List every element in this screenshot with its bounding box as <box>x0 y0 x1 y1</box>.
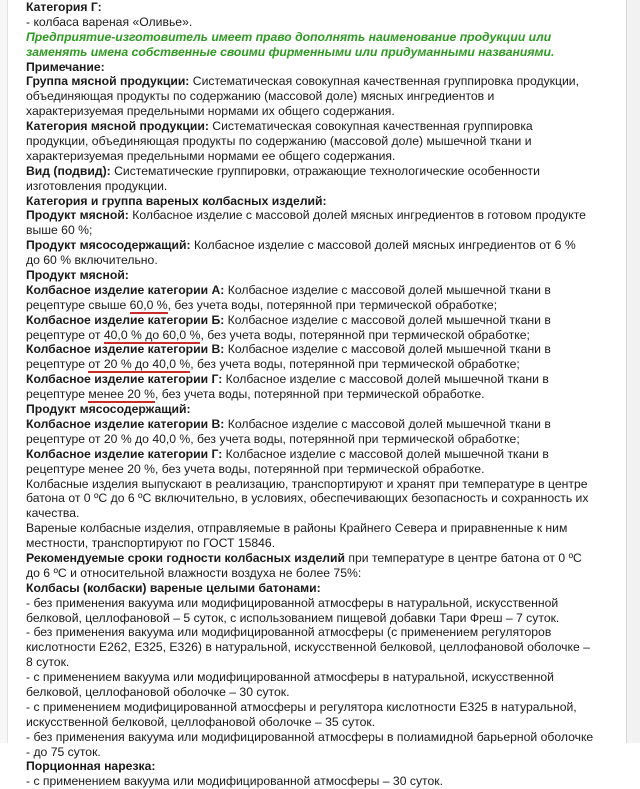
bold-term: Продукт мясной: <box>26 208 129 223</box>
text-line <box>26 745 616 760</box>
text-line <box>26 402 616 417</box>
text-line <box>26 194 616 209</box>
bold-term: Колбасное изделие категории Г: <box>26 372 223 387</box>
line-text: рецептуре <box>26 387 89 402</box>
text-line <box>26 432 616 447</box>
line-text: батона от 0 ºC до 6 ºC включительно, в условиях, обеспечивающих безопасность и сохранность их <box>26 491 589 506</box>
line-text: Систематическая совокупная качественная группировка продукции, <box>189 74 579 89</box>
bold-term: Категория мясной продукции: <box>26 119 209 134</box>
line-text: , без учета воды, потерянной при термической обработке; <box>167 297 498 312</box>
bold-term: Колбасное изделие категории А: <box>26 282 225 297</box>
line-text: объединяющая продукты по содержанию (массовой доле) мясных ингредиентов и <box>26 89 495 104</box>
bold-term: Порционная нарезка: <box>26 759 156 774</box>
text-line <box>26 372 616 387</box>
text-line <box>26 477 616 492</box>
text-line <box>26 60 616 75</box>
line-text: Систематические группировки, отражающие технологические особенности <box>110 163 540 178</box>
text-line <box>26 417 616 432</box>
text-line <box>26 521 616 536</box>
text-line <box>26 164 616 179</box>
line-text: качества. <box>26 506 80 521</box>
text-line <box>26 715 616 730</box>
text-line <box>26 759 616 774</box>
text-line <box>26 253 616 268</box>
line-text: - с применением вакуума или модифицированной атмосферы – 30 суток. <box>26 774 443 789</box>
text-line <box>26 104 616 119</box>
text-line <box>26 670 616 685</box>
bold-term: Колбасное изделие категории В: <box>26 342 225 357</box>
text-line <box>26 551 616 566</box>
bold-term: Продукт мясной: <box>26 268 129 283</box>
text-line <box>26 655 616 670</box>
line-text: Колбасное изделие с массовой долей мышечной ткани в <box>224 282 551 297</box>
line-text: , без учета воды, потерянной при термической обработке; <box>190 357 520 372</box>
bold-term: Вид (подвид): <box>26 163 111 178</box>
text-line <box>26 640 616 655</box>
line-text: - без применения вакуума или модифицированной атмосферы в полиамидной барьерной оболочке <box>26 729 594 744</box>
line-text: при температуре в центре батона от 0 ºC <box>345 550 582 565</box>
text-line <box>26 581 616 596</box>
underlined-value: менее 20 % <box>88 387 156 402</box>
line-text: - колбаса вареная «Оливье». <box>26 14 193 29</box>
text-line <box>26 491 616 506</box>
scrollbar[interactable] <box>626 0 640 743</box>
line-text: рецептуре свыше <box>26 297 130 312</box>
document-body <box>26 0 616 789</box>
line-text: продукции, объединяющая продукты по содержанию (массовой доле) мышечной ткани и <box>26 134 532 149</box>
text-line <box>26 208 616 223</box>
text-line <box>26 596 616 611</box>
left-border <box>0 0 8 743</box>
line-text: рецептуре от <box>26 327 104 342</box>
line-text: Колбасное изделие с массовой долей мышечной ткани в <box>224 312 551 327</box>
text-line <box>26 149 616 164</box>
text-line <box>26 238 616 253</box>
line-text: изготовления продукции. <box>26 178 168 193</box>
line-text: - без применения вакуума или модифицированной атмосферы в натуральной, искусственной <box>26 595 559 610</box>
line-text: 8 суток. <box>26 655 70 670</box>
line-text: кислотности Е262, Е325, Е326) в натуральной, искусственной белковой, целлофановой оболочке – <box>26 640 590 655</box>
line-text: Колбасное изделие с массовой долей мясных ингредиентов в готовом продукте <box>128 208 586 223</box>
line-text: Вареные колбасные изделия, отправляемые в районы Крайнего Севера и приравненные к ним <box>26 521 568 536</box>
text-line <box>26 357 616 372</box>
text-line <box>26 15 616 30</box>
bold-term: Категория и группа вареных колбасных изделий: <box>26 193 327 208</box>
underlined-value: 60,0 % <box>129 297 168 312</box>
highlighted-note: Предприятие-изготовитель имеет право дополнять наименование продукции или <box>26 29 552 44</box>
line-text: Колбасное изделие с массовой долей мышечной ткани в <box>222 446 549 461</box>
line-text: выше 60 %; <box>26 223 93 238</box>
bold-term: Колбасное изделие категории Г: <box>26 446 223 461</box>
text-line <box>26 223 616 238</box>
line-text: Колбасное изделие с массовой долей мышечной ткани в <box>224 416 551 431</box>
line-text: - с применением вакуума или модифицированной атмосферы в натуральной, искусственной <box>26 670 554 685</box>
line-text: - без применения вакуума или модифицированной атмосферы (с применением регуляторов <box>26 625 552 640</box>
text-line <box>26 134 616 149</box>
text-line <box>26 536 616 551</box>
line-text: рецептуре от 20 % до 40,0 %, без учета воды, потерянной при термической обработке; <box>26 431 520 446</box>
line-text: характеризуемая предельными нормами ее общего содержания. <box>26 148 396 163</box>
line-text: белковой, целлофановой оболочке – 30 суток. <box>26 684 290 699</box>
line-text: Систематическая совокупная качественная группировка <box>208 119 533 134</box>
line-text: Колбасное изделие с массовой долей мясных ингредиентов от 6 % <box>190 238 576 253</box>
text-line <box>26 685 616 700</box>
text-line <box>26 30 616 45</box>
text-line <box>26 774 616 789</box>
text-line <box>26 447 616 462</box>
text-line <box>26 283 616 298</box>
line-text: рецептуре <box>26 357 89 372</box>
text-line <box>26 700 616 715</box>
line-text: , без учета воды, потерянной при термической обработке; <box>200 327 530 342</box>
line-text: искусственной белковой, целлофановой оболочке – 35 суток. <box>26 714 376 729</box>
bold-term: Категория Г: <box>26 0 102 14</box>
line-text: Колбасное изделие с массовой долей мышечной ткани в <box>224 342 551 357</box>
text-line <box>26 506 616 521</box>
line-text: рецептуре менее 20 %, без учета воды, потерянной при термической обработке. <box>26 461 485 476</box>
bold-term: Примечание: <box>26 59 105 74</box>
line-text: , без учета воды, потерянной при термической обработке. <box>155 387 485 402</box>
line-text: Колбасное изделие с массовой долей мышечной ткани в <box>222 372 549 387</box>
text-line <box>26 313 616 328</box>
text-line <box>26 611 616 626</box>
bold-term: Продукт мясосодержащий: <box>26 402 191 417</box>
bold-term: Продукт мясосодержащий: <box>26 238 191 253</box>
underlined-value: от 20 % до 40,0 % <box>88 357 191 372</box>
underlined-value: 40,0 % до 60,0 % <box>103 327 201 342</box>
text-line <box>26 119 616 134</box>
highlighted-note: заменять имена собственные своими фирменными или придуманными названиями. <box>26 44 555 59</box>
line-text: Колбасные изделия выпускают в реализацию, транспортируют и хранят при температуре в центре <box>26 476 588 491</box>
text-line <box>26 74 616 89</box>
text-line <box>26 328 616 343</box>
text-line <box>26 730 616 745</box>
text-line <box>26 89 616 104</box>
text-line <box>26 566 616 581</box>
line-text: до 6 ºC и относительной влажности воздуха не более 75%: <box>26 565 362 580</box>
text-line <box>26 625 616 640</box>
text-line <box>26 342 616 357</box>
line-text: характеризуемая предельными нормами их общего содержания. <box>26 104 395 119</box>
bold-term: Колбасы (колбаски) вареные целыми батонами: <box>26 580 321 595</box>
text-line <box>26 0 616 15</box>
text-line <box>26 179 616 194</box>
line-text: местности, транспортируют по ГОСТ 15846. <box>26 536 276 551</box>
bold-term: Рекомендуемые сроки годности колбасных изделий <box>26 550 346 565</box>
line-text: белковой, целлофановой – 5 суток, с использованием пищевой добавки Тари Фреш – 7 суток. <box>26 610 560 625</box>
text-line <box>26 298 616 313</box>
text-line <box>26 268 616 283</box>
line-text: - до 75 суток. <box>26 744 101 759</box>
bold-term: Группа мясной продукции: <box>26 74 190 89</box>
text-line <box>26 45 616 60</box>
bold-term: Колбасное изделие категории В: <box>26 416 225 431</box>
bold-term: Колбасное изделие категории Б: <box>26 312 225 327</box>
line-text: до 60 % включительно. <box>26 253 158 268</box>
text-line <box>26 387 616 402</box>
line-text: - с применением модифицированной атмосферы и регулятора кислотности Е325 в натуральной, <box>26 699 577 714</box>
text-line <box>26 462 616 477</box>
